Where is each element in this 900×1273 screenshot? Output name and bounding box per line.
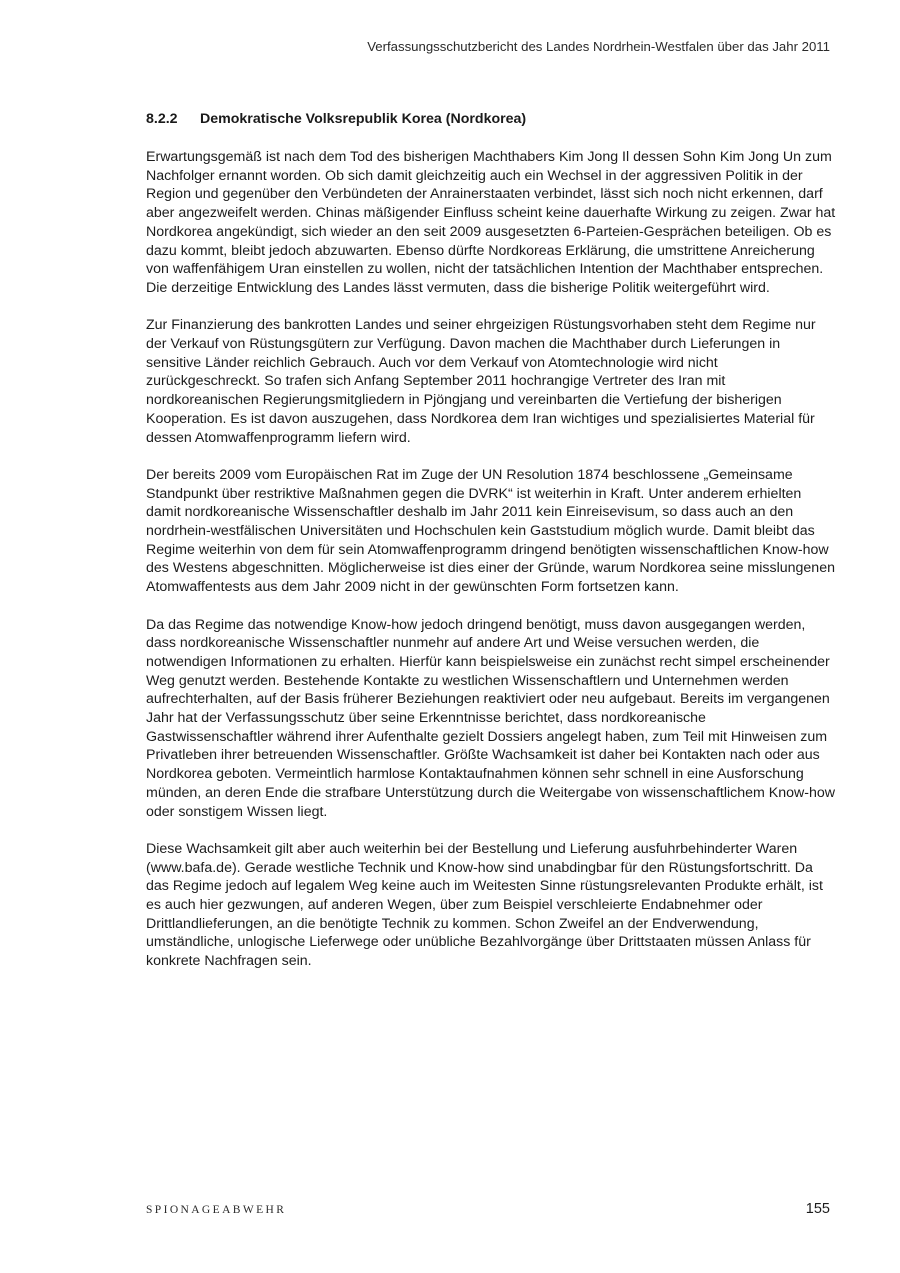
body-text bbox=[146, 148, 836, 990]
running-header: Verfassungsschutzbericht des Landes Nordrhein-Westfalen über das Jahr 2011 bbox=[367, 39, 830, 54]
section-title: Demokratische Volksrepublik Korea (Nordkorea) bbox=[200, 111, 527, 127]
paragraph-5: Diese Wachsamkeit gilt aber auch weiterhin bei der Bestellung und Lieferung ausfuhrbehinderter Waren (www.bafa.de). Gerade westliche Technik und Know-how sind unabdingbar für den Rüstungsfortschritt. Da das Regime jedoch auf legalem Weg keine auch im Weitesten Sinne rüstungsrelevanten Produkte erhält, ist es auch hier gezwungen, auf anderen Wegen, über zum Beispiel verschleierte Endabnehmer oder Drittlandlieferungen, an die benötigte Technik zu kommen. Schon Zweifel an der Endverwendung, umständliche, unlogische Lieferwege oder unübliche Bezahlvorgänge über Drittstaaten müssen Anlass für konkrete Nachfragen sein. bbox=[146, 840, 823, 970]
paragraph-4: Da das Regime das notwendige Know-how jedoch dringend benötigt, muss davon ausgegangen werden, dass nordkoreanische Wissenschaftler nunmehr auf andere Art und Weise versuchen werden, die notwendigen Informationen zu erhalten. Hierfür kann beispielsweise ein zunächst recht simpel erscheinender Weg genutzt werden. Bestehende Kontakte zu westlichen Wissenschaftlern und Unternehmen werden aufrechterhalten, auf der Basis früherer Beziehungen reaktiviert oder neu aufgebaut. Bereits im vergangenen Jahr hat der Verfassungsschutz über seine Erkenntnisse berichtet, dass nordkoreanische Gastwissenschaftler während ihrer Aufenthalte gezielt Dossiers angelegt haben, zum Teil mit Hinweisen zum Privatleben ihrer betreuenden Wissenschaftler. Größte Wachsamkeit ist daher bei Kontakten nach oder aus Nordkorea geboten. Vermeintlich harmlose Kontaktaufnahmen können sehr schnell in eine Ausforschung münden, an deren Ende die strafbare Unterstützung durch die Weitergabe von wissenschaftlichem Know-how oder sonstigem Wissen liegt. bbox=[146, 616, 836, 820]
page-number: 155 bbox=[805, 1201, 830, 1217]
section-heading bbox=[146, 111, 526, 127]
section-number: 8.2.2 bbox=[146, 111, 178, 127]
paragraph-2: Zur Finanzierung des bankrotten Landes und seiner ehrgeizigen Rüstungsvorhaben steht dem Regime nur der Verkauf von Rüstungsgütern zur Verfügung. Davon machen die Machthaber durch Lieferungen in sensitive Länder reichlich Gebrauch. Auch vor dem Verkauf von Atomtechnologie wird nicht zurückgeschreckt. So trafen sich Anfang September 2011 hochrangige Vertreter des Iran mit nordkoreanischen Regierungsmitgliedern in Pjöngjang und vereinbarten die Vertiefung der bisherigen Kooperation. Es ist davon auszugehen, dass Nordkorea dem Iran wichtiges und spezialisiertes Material für dessen Atomwaffenprogramm liefern wird. bbox=[146, 317, 816, 446]
footer-section-label: SPIONAGEABWEHR bbox=[146, 1204, 287, 1216]
paragraph-1: Erwartungsgemäß ist nach dem Tod des bisherigen Machthabers Kim Jong Il dessen Sohn Kim Jong Un zum Nachfolger ernannt worden. Ob sich damit gleichzeitig auch ein Wechsel in der aggressiven Politik in der Region und gegenüber den Verbündeten der Anrainerstaaten verbindet, lässt sich noch nicht erkennen, darf aber angezweifelt werden. Chinas mäßigender Einfluss scheint keine dauerhafte Wirkung zu zeigen. Zwar hat Nordkorea angekündigt, sich wieder an den seit 2009 ausgesetzten 6-Parteien-Gesprächen beteiligen. Ob es dazu kommt, bleibt jedoch abzuwarten. Ebenso dürfte Nordkoreas Erklärung, die umstrittene Anreicherung von waffenfähigem Uran einstellen zu wollen, nicht der tatsächlichen Intention der Machthaber entsprechen. Die derzeitige Entwicklung des Landes lässt vermuten, dass die bisherige Politik weitergeführt wird. bbox=[146, 149, 836, 296]
paragraph-3: Der bereits 2009 vom Europäischen Rat im Zuge der UN Resolution 1874 beschlossene „Gemeinsame Standpunkt über restriktive Maßnahmen gegen die DVRK“ ist weiterhin in Kraft. Unter anderem erhielten damit nordkoreanische Wissenschaftler deshalb im Jahr 2011 kein Einreisevisum, so dass auch an den nordrhein-westfälischen Universitäten und Hochschulen kein Gaststudium möglich wurde. Damit bleibt das Regime weiterhin von dem für sein Atomwaffenprogramm dringend benötigten wissenschaftlichen Know-how des Westens abgeschnitten. Möglicherweise ist dies einer der Gründe, warum Nordkorea seine misslungenen Atomwaffentests aus dem Jahr 2009 nicht in der gewünschten Form fortsetzen kann. bbox=[146, 466, 835, 596]
